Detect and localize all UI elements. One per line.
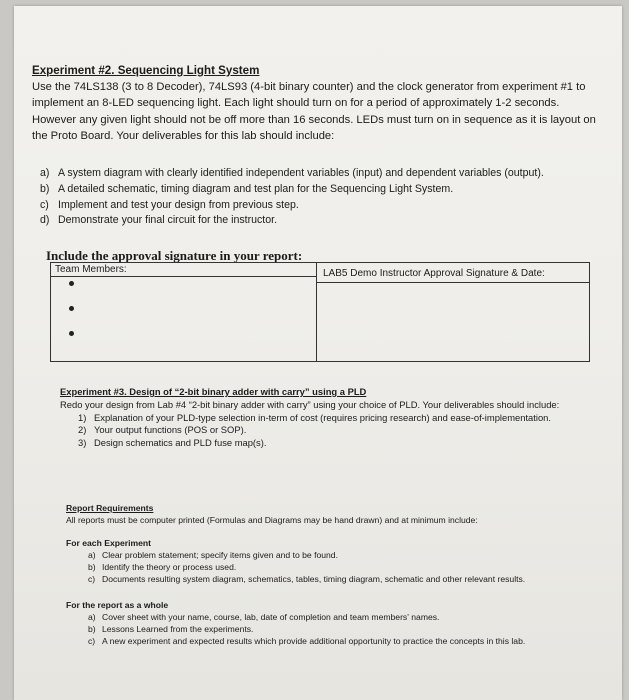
list-item: 3) Design schematics and PLD fuse map(s).: [78, 437, 267, 449]
approval-signature-cell: [317, 263, 589, 361]
bullet-icon: [69, 306, 74, 311]
list-item: b) Identify the theory or process used.: [88, 562, 237, 572]
list-item: a) Cover sheet with your name, course, lab, date of completion and team members' names.: [88, 612, 440, 622]
team-members-cell: [51, 263, 317, 361]
experiment-2-section: [32, 63, 597, 144]
experiment-2-intro: Use the 74LS138 (3 to 8 Decoder), 74LS93 (4-bit binary counter) and the clock generator from experiment #1 to implement an 8-LED sequencing light. Each light should turn on for a period of approximately 1-2 seconds. However any given light should not be off more than 16 seconds. LEDs must turn on in sequence as it is layout on the Proto Board. Your deliverables for this lab should include:: [32, 81, 596, 142]
experiment-3-section: [60, 386, 560, 450]
list-item: a) Clear problem statement; specify items given and to be found.: [88, 550, 338, 560]
list-item: 1) Explanation of your PLD-type selection in-term of cost (requires pricing research) and ease-of-implementation.: [78, 411, 551, 423]
experiment-3-intro: Redo your design from Lab #4 “2-bit binary adder with carry” using your choice of PLD. Your deliverables should include:: [60, 398, 560, 410]
report-title: Report Requirements: [66, 503, 154, 513]
experiment-2-title: Experiment #2. Sequencing Light System: [32, 64, 260, 77]
report-whole-items: [66, 611, 566, 647]
bullet-icon: [69, 331, 74, 336]
list-item: b) A detailed schematic, timing diagram and test plan for the Sequencing Light System.: [40, 182, 454, 195]
list-item: 2) Your output functions (POS or SOP).: [78, 424, 247, 436]
approval-title: Include the approval signature in your report:: [46, 248, 303, 263]
report-whole-title: For the report as a whole: [66, 600, 169, 610]
table-divider: [317, 282, 589, 283]
report-requirements-section: [66, 502, 566, 647]
list-item: c) Documents resulting system diagram, schematics, tables, timing diagram, schematic and other relevant results.: [88, 574, 526, 584]
list-item: c) Implement and test your design from previous step.: [40, 198, 299, 211]
list-item: b) Lessons Learned from the experiments.: [88, 624, 254, 634]
team-member-bullets: [69, 281, 74, 356]
experiment-3-items: [60, 412, 560, 450]
approval-table: [50, 262, 590, 362]
table-divider: [51, 276, 316, 277]
experiment-2-deliverables: [40, 166, 600, 229]
experiment-3-title: Experiment #3. Design of “2-bit binary adder with carry” using a PLD: [60, 386, 367, 397]
list-item: c) A new experiment and expected results which provide additional opportunity to practice the concepts in this lab.: [88, 636, 526, 646]
list-item: a) A system diagram with clearly identified independent variables (input) and dependent variables (output).: [40, 167, 544, 179]
list-item: d) Demonstrate your final circuit for the instructor.: [40, 214, 278, 227]
each-experiment-title: For each Experiment: [66, 538, 152, 548]
report-intro: All reports must be computer printed (Formulas and Diagrams may be hand drawn) and at minimum include:: [66, 515, 478, 525]
bullet-icon: [69, 281, 74, 286]
approval-signature-label: LAB5 Demo Instructor Approval Signature & Date:: [323, 268, 545, 279]
team-members-label: Team Members:: [55, 264, 127, 275]
each-experiment-items: [66, 549, 566, 585]
